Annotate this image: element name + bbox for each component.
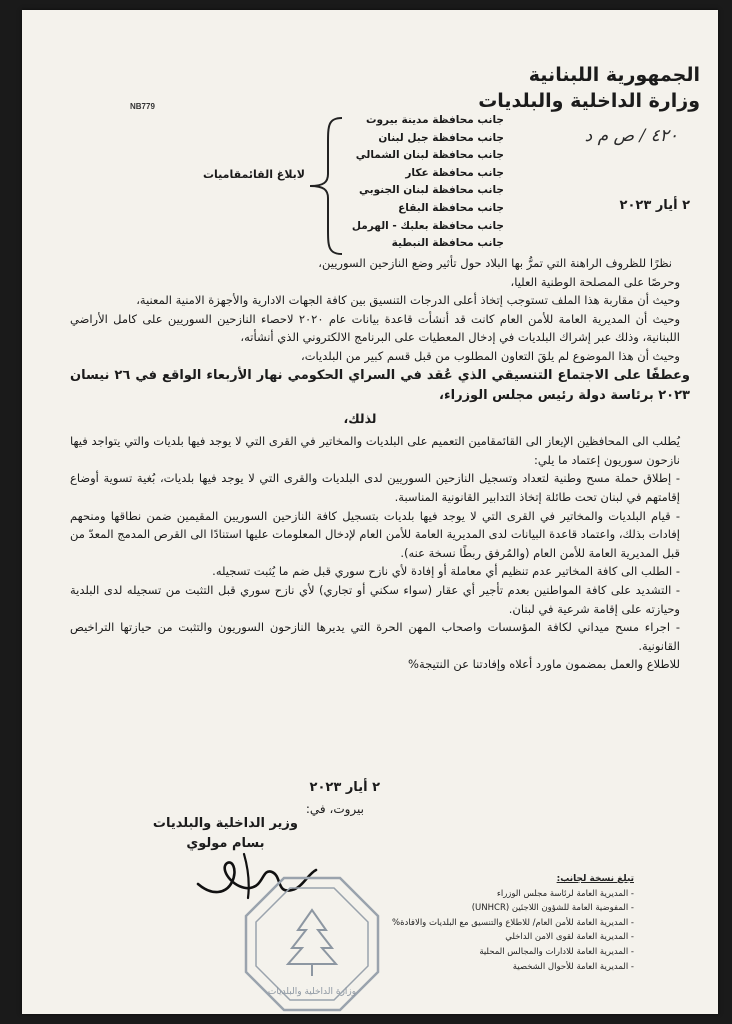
signing-place: بيروت، في: (305, 802, 364, 816)
document-page (22, 10, 718, 1014)
seal-icon (240, 872, 384, 1014)
brace-icon (302, 114, 348, 258)
paragraph: وحيث أن هذا الموضوع لم يلقَ التعاون المطلوب من قبل قسم كبير من البلديات، (300, 348, 680, 363)
instruction-item: - اجراء مسح ميداني لكافة المؤسسات واصحاب المهن الحرة التي يديرها النازحون السوريون والتثبت من حيازتها التراخيص القانونية. (70, 620, 680, 653)
copy-recipient: - المديرية العامة للأحوال الشخصية (512, 961, 634, 972)
paragraph: يُطلب الى المحافظين الإيعاز الى القائمقامين التعميم على البلديات والمخاتير في القرى التي لا يوجد فيها بلديات والتي يتواجد فيها نازحون سوريون إعتماد ما يلي: (70, 434, 680, 467)
reference-number: ٤٢٠ / ص م د (584, 126, 678, 146)
copies-heading: تبلغ نسخة لجانب: (556, 874, 634, 884)
seal-text: وزارة الداخلية والبلديات (267, 987, 357, 997)
addressee: جانب محافظة مدينة بيروت (365, 114, 504, 126)
addressee: جانب محافظة جبل لبنان (378, 131, 504, 144)
addressee: جانب محافظة البقاع (398, 201, 504, 214)
signing-date: ٢ أيار ٢٠٢٣ (309, 780, 380, 795)
instruction-item: - الطلب الى كافة المخاتير عدم تنظيم أي معاملة أو إفادة لأي نازح سوري قبل ضم ما يُثبت تسجيله. (212, 564, 680, 579)
copy-recipient: - المفوضية العامة للشؤون اللاجئين (UNHCR) (471, 903, 634, 914)
addressee: جانب محافظة لبنان الشمالي (355, 149, 504, 162)
addressee: جانب محافظة النبطية (391, 237, 504, 250)
republic-heading: الجمهورية اللبنانية (528, 64, 700, 86)
addressee: جانب محافظة لبنان الجنوبي (359, 184, 504, 197)
closing-line: للاطلاع والعمل بمضمون ماورد أعلاه وإفادتنا عن النتيجة% (408, 657, 680, 672)
signatory-name: بسام مولوي (186, 836, 265, 851)
therefore-heading: لذلك، (343, 410, 377, 426)
copy-recipient: - المديرية العامة للأمن العام/ للاطلاع والتنسيق مع البلديات والافادة% (392, 917, 634, 928)
copy-recipient: - المديرية العامة لرئاسة مجلس الوزراء (496, 888, 634, 899)
addressee: جانب محافظة بعلبك - الهرمل (351, 219, 504, 232)
addressee: جانب محافظة عكار (405, 166, 504, 179)
issue-date: ٢ أيار ٢٠٢٣ (619, 198, 690, 213)
paragraph: نظرًا للظروف الراهنة التي تمرُّ بها البلاد حول تأثير وضع النازحين السوريين، (318, 256, 672, 270)
document-code: NB779 (130, 102, 155, 111)
instruction-item: - قيام البلديات والمخاتير في القرى التي لا يوجد فيها بلديات بتسجيل كافة النازحين السوريين المقيمين ضمن نطاقها ومنحهم إفادات بذلك، واعتماد قاعدة البيانات لدى المديرية العامة للأمن العام لإدخال المعلومات عليها استنادًا الى القرص المدمج المعدّ من قبل المديرية العامة للأمن العام (والمُرفق ربطًا نسخة عنه). (70, 508, 680, 560)
paragraph: وحرصًا على المصلحة الوطنية العليا، (510, 274, 680, 289)
instruction-item: - إطلاق حملة مسح وطنية لتعداد وتسجيل النازحين السوريين لدى البلديات والقرى التي لا يوجد فيها بلديات، بُغية تسوية أوضاع إقامتهم في لبنان تحت طائلة إتخاذ التدابير القانونية المناسبة. (70, 471, 680, 504)
ministry-heading: وزارة الداخلية والبلديات (478, 90, 700, 112)
qaimaqam-notice: لابلاغ القائمقاميات (202, 168, 305, 181)
instruction-item: - التشديد على كافة المواطنين بعدم تأجير أي عقار (سواء سكني أو تجاري) لأي نازح سوري قبل التثبت من تسجيله لدى البلدية وحيازته على إقامة شرعية في لبنان. (70, 582, 680, 616)
signatory-title: وزير الداخلية والبلديات (152, 816, 298, 831)
letter-body (70, 254, 690, 674)
paragraph: وحيث أن مقاربة هذا الملف تستوجب إتخاذ أعلى الدرجات التنسيق بين كافة الجهات الادارية والأجهزة الامنية المعنية، (136, 293, 680, 308)
paragraph-bold: وعطفًا على الاجتماع التنسيقي الذي عُقد في السراي الحكومي نهار الأربعاء الواقع في ٢٦ نيسان ٢٠٢٣ برئاسة دولة رئيس مجلس الوزراء، (70, 367, 690, 403)
copy-recipient: - المديرية العامة لقوى الامن الداخلي (505, 932, 634, 943)
copies-list (384, 872, 634, 974)
paragraph: وحيث أن المديرية العامة للأمن العام كانت قد أنشأت قاعدة بيانات عام ٢٠٢٠ لاحصاء النازحين السوريين على كامل الأراضي اللبنانية، وذلك عبر إشراك البلديات في إدخال المعطيات على البرنامج الالكتروني الذي أنشأته، (70, 311, 680, 345)
copy-recipient: - المديرية العامة للادارات والمجالس المحلية (479, 946, 634, 957)
